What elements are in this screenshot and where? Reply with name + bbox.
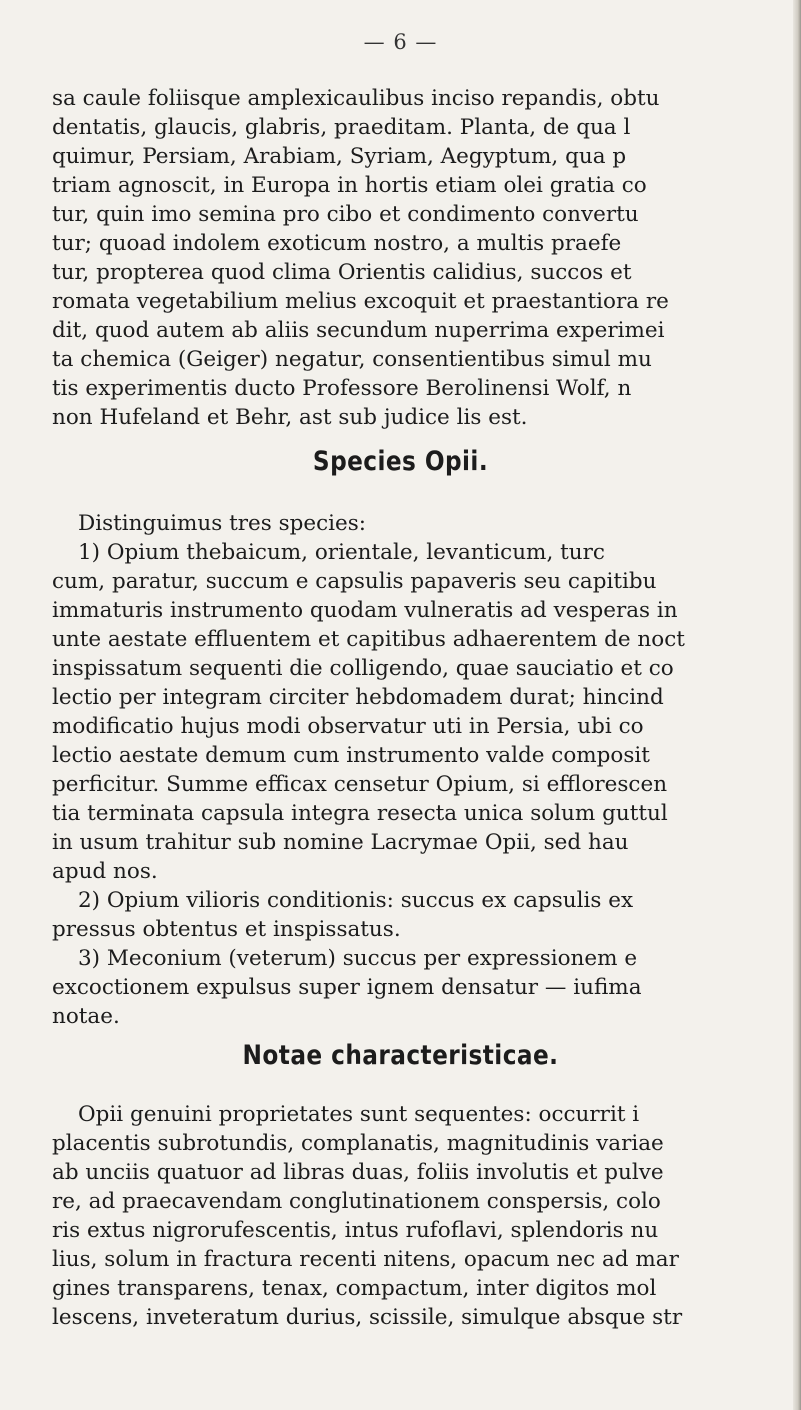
text-line: re, ad praecavendam conglutinationem conspersis, colo <box>52 1189 661 1214</box>
text-line: notae. <box>52 1004 120 1029</box>
notae-section <box>52 1100 797 1332</box>
text-line: Opii genuini proprietates sunt sequentes: occurrit i <box>78 1102 640 1127</box>
text-line: excoctionem expulsus super ignem densatur — iufima <box>52 975 642 1000</box>
text-line: tur, quin imo semina pro cibo et condimento convertu <box>52 202 639 227</box>
text-line: unte aestate effluentem et capitibus adhaerentem de noct <box>52 627 685 652</box>
text-line: modificatio hujus modi observatur uti in Persia, ubi co <box>52 714 644 739</box>
text-line: sa caule foliisque amplexicaulibus inciso repandis, obtu <box>52 86 660 111</box>
text-line: perficitur. Summe efficax censetur Opium, si efflorescen <box>52 772 668 797</box>
section-heading-species: Species Opii. <box>312 446 489 477</box>
text-line: romata vegetabilium melius excoquit et praestantiora re <box>52 289 669 314</box>
paragraph-plant-description <box>52 84 797 432</box>
text-line: 1) Opium thebaicum, orientale, levanticum, turc <box>78 540 605 565</box>
text-line: tia terminata capsula integra resecta unica solum guttul <box>52 801 668 826</box>
text-line: 2) Opium vilioris conditionis: succus ex capsulis ex <box>78 888 634 913</box>
text-line: lectio per integram circiter hebdomadem durat; hincind <box>52 685 664 710</box>
text-line: cum, paratur, succum e capsulis papaveris seu capitibu <box>52 569 657 594</box>
text-line: 3) Meconium (veterum) succus per expressionem e <box>78 946 638 971</box>
text-line: gines transparens, tenax, compactum, inter digitos mol <box>52 1276 657 1301</box>
text-line: Distinguimus tres species: <box>78 511 367 536</box>
text-line: dit, quod autem ab aliis secundum nuperrima experimei <box>52 318 665 343</box>
text-line: lescens, inveteratum durius, scissile, simulque absque str <box>52 1305 683 1330</box>
text-line: tis experimentis ducto Professore Berolinensi Wolf, n <box>52 376 632 401</box>
species-section <box>52 509 797 1031</box>
text-line: in usum trahitur sub nomine Lacrymae Opii, sed hau <box>52 830 629 855</box>
text-line: placentis subrotundis, complanatis, magnitudinis variae <box>52 1131 664 1156</box>
text-line: tur; quoad indolem exoticum nostro, a multis praefe <box>52 231 622 256</box>
text-line: immaturis instrumento quodam vulneratis ad vesperas in <box>52 598 678 623</box>
text-line: triam agnoscit, in Europa in hortis etiam olei gratia co <box>52 173 647 198</box>
text-line: dentatis, glaucis, glabris, praeditam. Planta, de qua l <box>52 115 631 140</box>
text-line: apud nos. <box>52 859 158 884</box>
text-line: lectio aestate demum cum instrumento valde composit <box>52 743 650 768</box>
section-heading-notae: Notae characteristicae. <box>242 1040 559 1071</box>
page-number: — 6 — <box>363 30 438 54</box>
text-line: ris extus nigrorufescentis, intus rufoflavi, splendoris nu <box>52 1218 659 1243</box>
text-line: tur, propterea quod clima Orientis calidius, succos et <box>52 260 632 285</box>
text-line: pressus obtentus et inspissatus. <box>52 917 401 942</box>
text-line: lius, solum in fractura recenti nitens, opacum nec ad mar <box>52 1247 679 1272</box>
text-line: inspissatum sequenti die colligendo, quae sauciatio et co <box>52 656 674 681</box>
text-line: ab unciis quatuor ad libras duas, foliis involutis et pulve <box>52 1160 664 1185</box>
text-line: ta chemica (Geiger) negatur, consentientibus simul mu <box>52 347 652 372</box>
text-line: non Hufeland et Behr, ast sub judice lis est. <box>52 405 528 430</box>
text-line: quimur, Persiam, Arabiam, Syriam, Aegyptum, qua p <box>52 144 627 169</box>
